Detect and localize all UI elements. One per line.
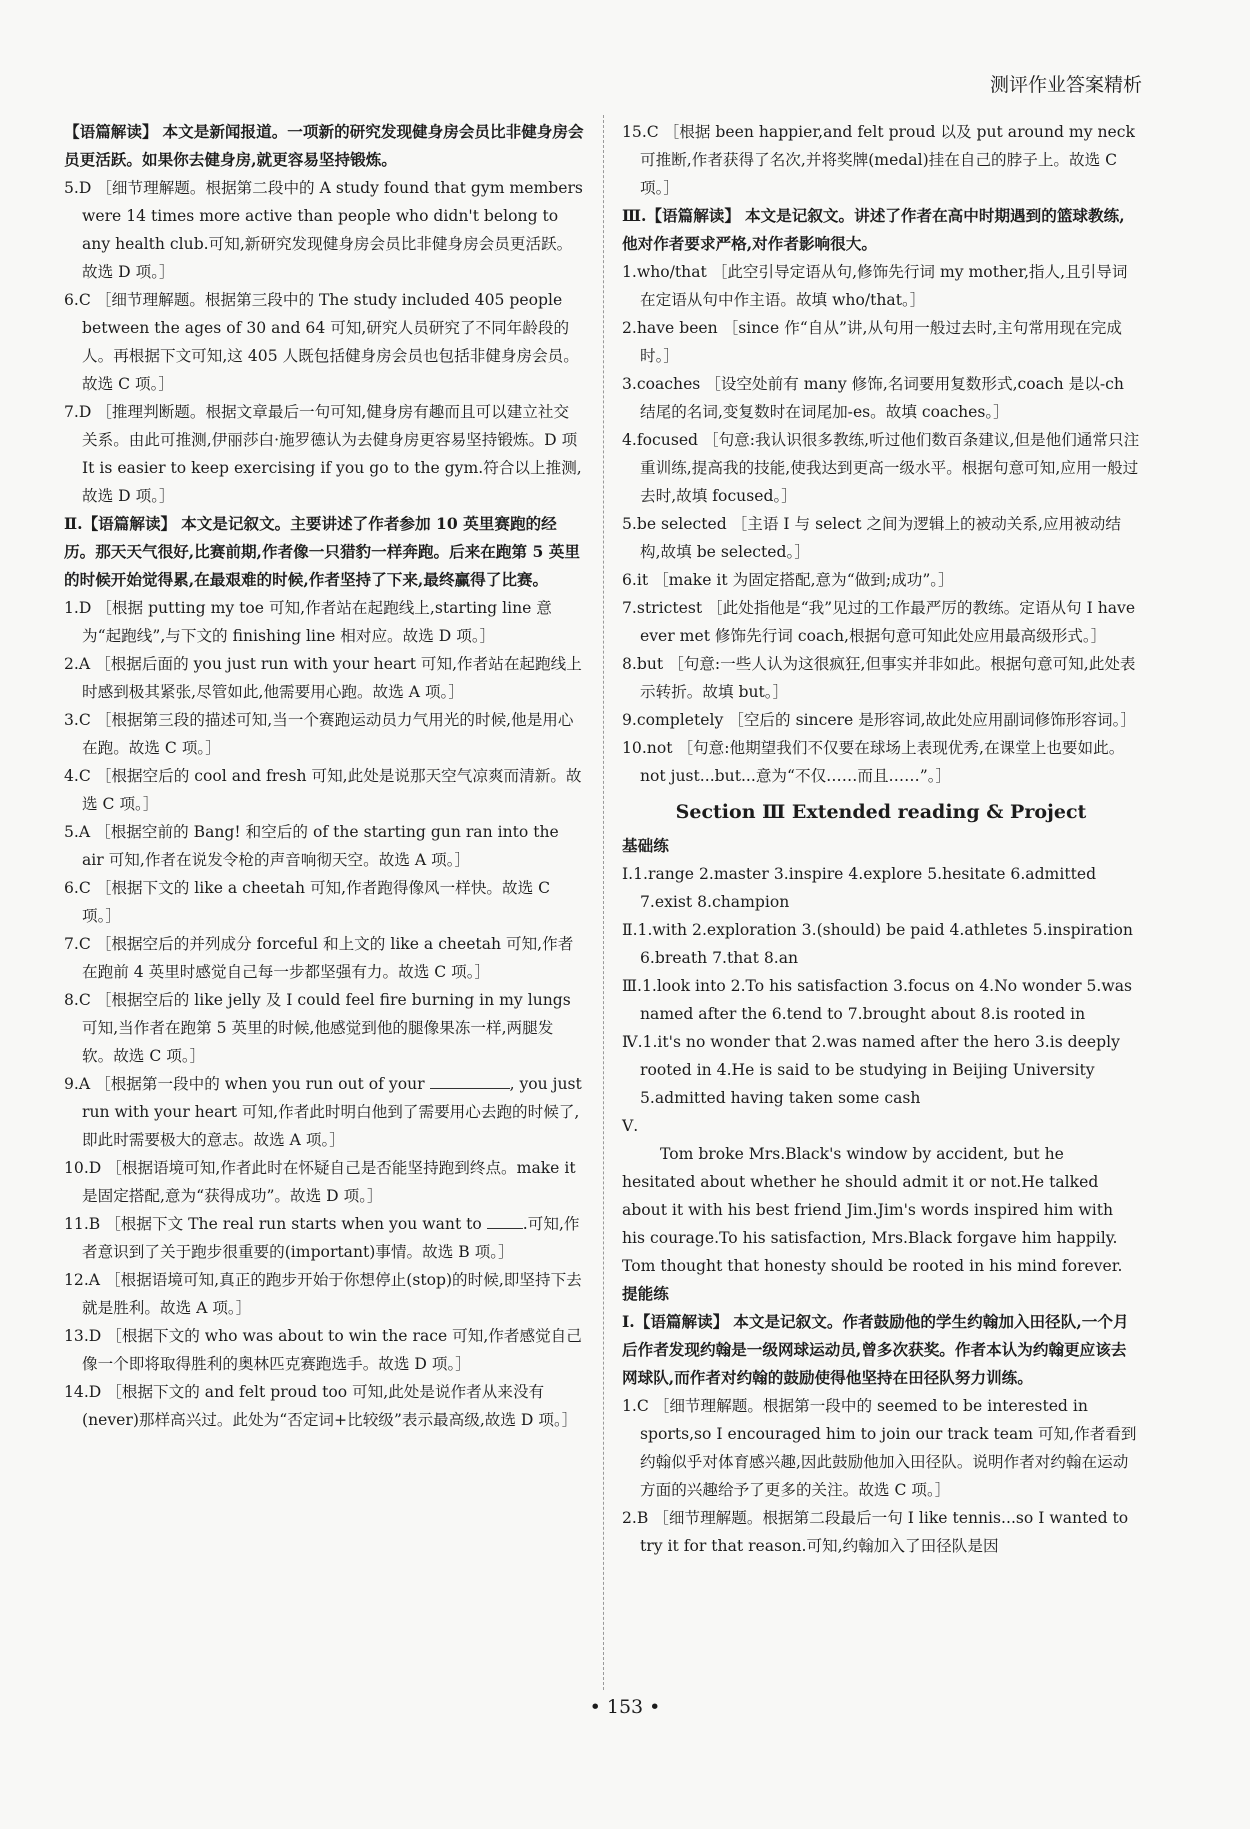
page-header: 测评作业答案精析	[989, 74, 1142, 96]
answer-item: 1.C ［细节理解题。根据第一段中的 seemed to be interested in sports,so I encouraged him to join our track team 可知,作者看到约翰似乎对体育感兴趣,因此鼓励他加入田径队。说明作者对约翰在运动方面的兴趣给予了更多的关注。故选 C 项。］	[622, 1397, 1137, 1499]
section-tag: 【语篇解读】	[64, 122, 158, 141]
reading-intro	[64, 510, 584, 594]
answer-item: 3.C ［根据第三段的描述可知,当一个赛跑运动员力气用光的时候,他是用心在跑。故选 C 项。］	[64, 711, 574, 757]
answer-item: 10.not ［句意:他期望我们不仅要在球场上表现优秀,在课堂上也要如此。not just...but...意为“不仅……而且……”。］	[622, 739, 1125, 785]
section-tag: Ⅰ.【语篇解读】	[622, 1312, 729, 1331]
answer-text-a: 11.B ［根据下文 The real run starts when you want to	[64, 1215, 482, 1233]
answer-item: 3.coaches ［设空处前有 many 修饰,名词要用复数形式,coach 是以-ch 结尾的名词,变复数时在词尾加-es。故填 coaches。］	[622, 375, 1124, 421]
answer-item: 9.completely ［空后的 sincere 是形容词,故此处应用副词修饰形容词。］	[622, 711, 1137, 729]
section-title: Section Ⅲ Extended reading & Project	[675, 801, 1087, 823]
answer-item: 5.A ［根据空前的 Bang! 和空后的 of the starting gun ran into the air 可知,作者在说发令枪的声音响彻天空。故选 A 项。］	[64, 823, 559, 869]
basic-title: 基础练	[622, 837, 669, 855]
right-column	[622, 118, 1140, 1560]
answer-text-b: .可知,作者意识到了关于跑步很重要的(important)事情。故选 B 项。］	[82, 1215, 580, 1261]
answer-item: 8.C ［根据空后的 like jelly 及 I could feel fire burning in my lungs 可知,当作者在跑第 5 英里的时候,他感觉到他的腿像果冻一样,两腿发软。故选 C 项。］	[64, 991, 571, 1065]
section-tag: Ⅲ.【语篇解读】	[622, 206, 740, 225]
basic-answers: Ⅱ.1.with 2.exploration 3.(should) be paid 4.athletes 5.inspiration 6.breath 7.that 8.an	[622, 921, 1133, 967]
improve-title: 提能练	[622, 1285, 669, 1303]
reading-intro	[622, 202, 1140, 258]
answer-item: 5.be selected ［主语 I 与 select 之间为逻辑上的被动关系,应用被动结构,故填 be selected。］	[622, 515, 1121, 561]
answer-text-a: 9.A ［根据第一段中的 when you run out of your	[64, 1075, 425, 1093]
left-column	[64, 118, 584, 1434]
answer-item: 12.A ［根据语境可知,真正的跑步开始于你想停止(stop)的时候,即坚持下去就是胜利。故选 A 项。］	[64, 1271, 582, 1317]
section-tag: Ⅱ.【语篇解读】	[64, 514, 177, 533]
reading-intro-text: 本文是记叙文。作者鼓励他的学生约翰加入田径队,一个月后作者发现约翰是一级网球运动员,曾多次获奖。作者本认为约翰更应该去网球队,而作者对约翰的鼓励使得他坚持在田径队努力训练。	[622, 1312, 1129, 1387]
answer-item: 13.D ［根据下文的 who was about to win the race 可知,作者感觉自己像一个即将取得胜利的奥林匹克赛跑选手。故选 D 项。］	[64, 1327, 582, 1373]
reading-intro-text: 本文是记叙文。讲述了作者在高中时期遇到的篮球教练,他对作者要求严格,对作者影响很大。	[622, 206, 1125, 253]
answer-item: 6.C ［根据下文的 like a cheetah 可知,作者跑得像风一样快。故选 C 项。］	[64, 879, 551, 925]
answer-item: 1.who/that ［此空引导定语从句,修饰先行词 my mother,指人,且引导词在定语从句中作主语。故填 who/that。］	[622, 263, 1128, 309]
answer-item: 14.D ［根据下文的 and felt proud too 可知,此处是说作者从来没有(never)那样高兴过。此处为“否定词+比较级”表示最高级,故选 D 项。］	[64, 1383, 578, 1429]
reading-intro-text: 本文是记叙文。主要讲述了作者参加 10 英里赛跑的经历。那天天气很好,比赛前期,作者像一只猎豹一样奔跑。后来在跑第 5 英里的时候开始觉得累,在最艰难的时候,作者坚持了下来,最终赢得了比赛。	[64, 514, 580, 589]
answer-item: 5.D ［细节理解题。根据第二段中的 A study found that gym members were 14 times more active than people who didn't belong to any health club.可知,新研究发现健身房会员比非健身房会员更活跃。故选 D 项。］	[64, 179, 583, 281]
basic-answers: Ⅴ.	[622, 1117, 639, 1135]
answer-item: 15.C ［根据 been happier,and felt proud 以及 put around my neck 可推断,作者获得了名次,并将奖牌(medal)挂在自己的脖子上。故选 C 项。］	[622, 123, 1135, 197]
blank-line	[430, 1072, 510, 1089]
answer-item: 7.D ［推理判断题。根据文章最后一句可知,健身房有趣而且可以建立社交关系。由此可推测,伊丽莎白·施罗德认为去健身房更容易坚持锻炼。D 项 It is easier to keep exercising if you go to the gym.符合以上推测,故选 D 项。］	[64, 403, 582, 505]
answer-text-b: , you just run with your heart 可知,作者此时明白他到了需要用心去跑的时候了,即此时需要极大的意志。故选 A 项。］	[82, 1075, 582, 1149]
basic-answers: Ⅲ.1.look into 2.To his satisfaction 3.focus on 4.No wonder 5.was named after the 6.tend to 7.brought about 8.is rooted in	[622, 977, 1133, 1023]
answer-item: 4.C ［根据空后的 cool and fresh 可知,此处是说那天空气凉爽而清新。故选 C 项。］	[64, 767, 582, 813]
column-divider	[603, 115, 604, 1690]
writing-sample: Tom broke Mrs.Black's window by accident, but he hesitated about whether he should admit it or not.He talked about it with his best friend Jim.Jim's words inspired him with his courage.To his satisfaction, Mrs.Black forgave him happily. Tom thought that honesty should be rooted in his mind forever.	[622, 1145, 1123, 1275]
answer-item: 4.focused ［句意:我认识很多教练,听过他们数百条建议,但是他们通常只注重训练,提高我的技能,使我达到更高一级水平。根据句意可知,应用一般过去时,故填 focused。］	[622, 431, 1140, 505]
answer-item: 6.C ［细节理解题。根据第三段中的 The study included 405 people between the ages of 30 and 64 可知,研究人员研究了不同年龄段的人。再根据下文可知,这 405 人既包括健身房会员也包括非健身房会员。故选 C 项。］	[64, 291, 579, 393]
reading-intro	[64, 118, 584, 174]
basic-answers: Ⅰ.1.range 2.master 3.inspire 4.explore 5.hesitate 6.admitted 7.exist 8.champion	[622, 865, 1097, 911]
answer-item	[64, 1070, 584, 1154]
answer-item: 8.but ［句意:一些人认为这很疯狂,但事实并非如此。根据句意可知,此处表示转折。故填 but。］	[622, 655, 1136, 701]
answer-item: 10.D ［根据语境可知,作者此时在怀疑自己是否能坚持跑到终点。make it 是固定搭配,意为“获得成功”。故选 D 项。］	[64, 1159, 576, 1205]
answer-item	[64, 1210, 584, 1266]
answer-item: 1.D ［根据 putting my toe 可知,作者站在起跑线上,starting line 意为“起跑线”,与下文的 finishing line 相对应。故选 D 项。］	[64, 599, 552, 645]
blank-line	[487, 1212, 523, 1229]
reading-intro	[622, 1308, 1140, 1392]
reading-intro-text: 本文是新闻报道。一项新的研究发现健身房会员比非健身房会员更活跃。如果你去健身房,就更容易坚持锻炼。	[64, 122, 584, 169]
answer-item: 2.A ［根据后面的 you just run with your heart 可知,作者站在起跑线上时感到极其紧张,尽管如此,他需要用心跑。故选 A 项。］	[64, 655, 582, 701]
answer-item: 7.strictest ［此处指他是“我”见过的工作最严厉的教练。定语从句 I have ever met 修饰先行词 coach,根据句意可知此处应用最高级形式。］	[622, 599, 1136, 645]
basic-answers: Ⅳ.1.it's no wonder that 2.was named after the hero 3.is deeply rooted in 4.He is said to be studying in Beijing University 5.admitted having taken some cash	[622, 1033, 1120, 1107]
answer-item: 6.it ［make it 为固定搭配,意为“做到;成功”。］	[622, 571, 954, 589]
answer-item: 2.have been ［since 作“自从”讲,从句用一般过去时,主句常用现在完成时。］	[622, 319, 1122, 365]
page-number: • 153 •	[589, 1696, 661, 1718]
answer-item: 2.B ［细节理解题。根据第二段最后一句 I like tennis...so I wanted to try it for that reason.可知,约翰加入了田径队是因	[622, 1509, 1129, 1555]
answer-item: 7.C ［根据空后的并列成分 forceful 和上文的 like a cheetah 可知,作者在跑前 4 英里时感觉自己每一步都坚强有力。故选 C 项。］	[64, 935, 574, 981]
